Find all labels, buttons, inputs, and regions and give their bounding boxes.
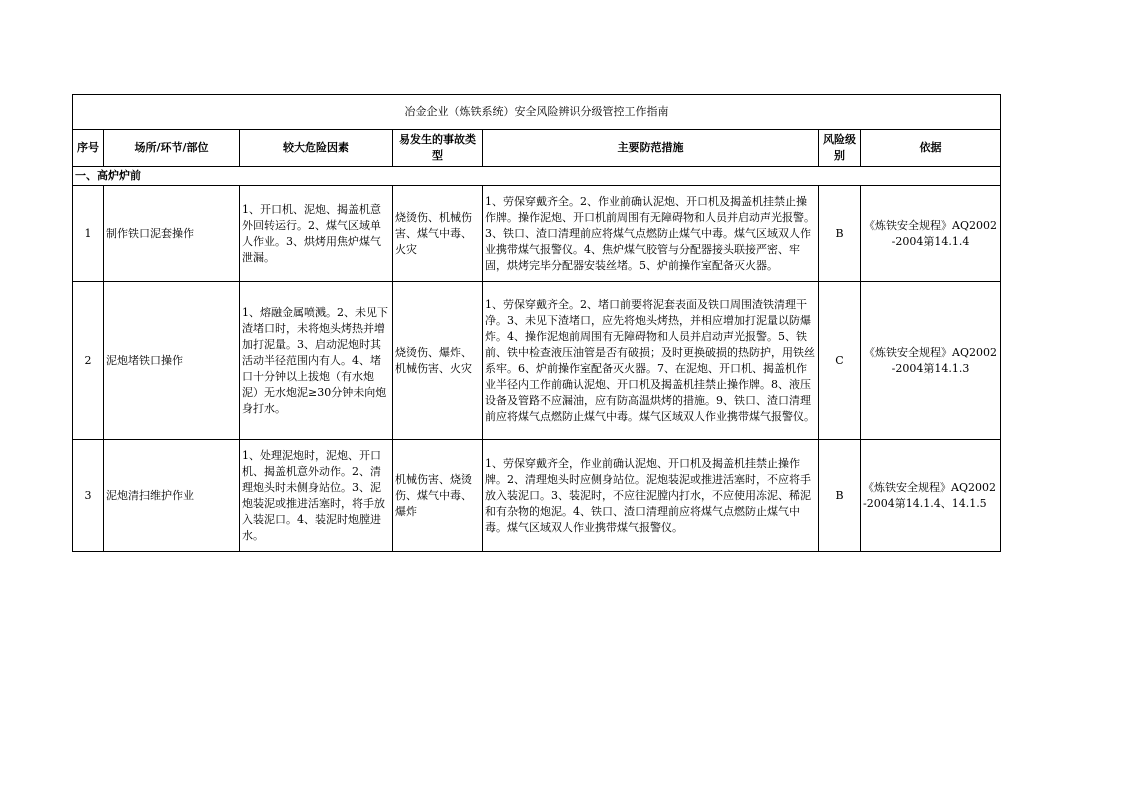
row-hazard: 1、处理泥炮时，泥炮、开口机、揭盖机意外动作。2、清理炮头时未侧身站位。3、泥炮装泥或推进活塞时，将手放入装泥口。4、装泥时炮膛进水。 [240,440,393,552]
row-no: 2 [73,282,104,440]
row-level: C [819,282,861,440]
row-hazard: 1、开口机、泥炮、揭盖机意外回转运行。2、煤气区域单人作业。3、烘烤用焦炉煤气泄漏。 [240,186,393,282]
row-measures: 1、劳保穿戴齐全。2、堵口前要将泥套表面及铁口周围渣铁清理干净。3、未见下渣堵口，应先将炮头烤热，并相应增加打泥量以防爆炸。4、操作泥炮前周围有无障碍物和人员并启动声光报警。5、铁前、铁中检查液压油管是否有破损；及时更换破损的热防护，用铁丝系牢。6、炉前操作室配备灭火器。7、在泥炮、开口机、揭盖机作业半径内工作前确认泥炮、开口机及揭盖机挂禁止操作牌。8、液压设备及管路不应漏油，应有防高温烘烤的措施。9、铁口、渣口清理前应将煤气点燃防止煤气中毒。煤气区域双人作业携带煤气报警仪。 [483,282,819,440]
row-accident: 烧烫伤、机械伤害、煤气中毒、火灾 [393,186,483,282]
table-row [73,282,1001,440]
table-row [73,186,1001,282]
row-measures: 1、劳保穿戴齐全。2、作业前确认泥炮、开口机及揭盖机挂禁止操作牌。操作泥炮、开口机前周围有无障碍物和人员并启动声光报警。3、铁口、渣口清理前应将煤气点燃防止煤气中毒。煤气区域双人作业携带煤气报警仪。4、焦炉煤气胶管与分配器接头联接严密、牢固，烘烤完毕分配器安装丝堵。5、炉前操作室配备灭火器。 [483,186,819,282]
safety-guide-table [72,94,1001,552]
row-measures: 1、劳保穿戴齐全，作业前确认泥炮、开口机及揭盖机挂禁止操作牌。2、清理炮头时应侧身站位。泥炮装泥或推进活塞时，不应将手放入装泥口。3、装泥时，不应往泥膛内打水，不应使用冻泥、稀泥和有杂物的炮泥。4、铁口、渣口清理前应将煤气点燃防止煤气中毒。煤气区域双人作业携带煤气报警仪。 [483,440,819,552]
row-basis: 《炼铁安全规程》AQ2002-2004第14.1.4 [861,186,1001,282]
section-row [73,167,1001,186]
page-title: 冶金企业（炼铁系统）安全风险辨识分级管控工作指南 [73,95,1001,130]
row-accident: 机械伤害、烧烫伤、煤气中毒、爆炸 [393,440,483,552]
row-place: 制作铁口泥套操作 [104,186,240,282]
header-measures: 主要防范措施 [483,130,819,167]
header-place: 场所/环节/部位 [104,130,240,167]
row-place: 泥炮堵铁口操作 [104,282,240,440]
row-no: 1 [73,186,104,282]
table-row [73,440,1001,552]
header-no: 序号 [73,130,104,167]
header-basis: 依据 [861,130,1001,167]
row-no: 3 [73,440,104,552]
row-place: 泥炮清扫维护作业 [104,440,240,552]
row-basis: 《炼铁安全规程》AQ2002-2004第14.1.4、14.1.5 [861,440,1001,552]
row-level: B [819,440,861,552]
row-accident: 烧烫伤、爆炸、机械伤害、火灾 [393,282,483,440]
row-hazard: 1、熔融金属喷溅。2、未见下渣堵口时，未将炮头烤热并增加打泥量。3、启动泥炮时其活动半径范围内有人。4、堵口十分钟以上拔炮（有水炮泥）无水炮泥≥30分钟未向炮身打水。 [240,282,393,440]
row-level: B [819,186,861,282]
row-basis: 《炼铁安全规程》AQ2002-2004第14.1.3 [861,282,1001,440]
header-accident: 易发生的事故类型 [393,130,483,167]
header-hazard: 较大危险因素 [240,130,393,167]
header-level: 风险级别 [819,130,861,167]
section-title: 一、高炉炉前 [73,167,1001,186]
header-row [73,130,1001,167]
